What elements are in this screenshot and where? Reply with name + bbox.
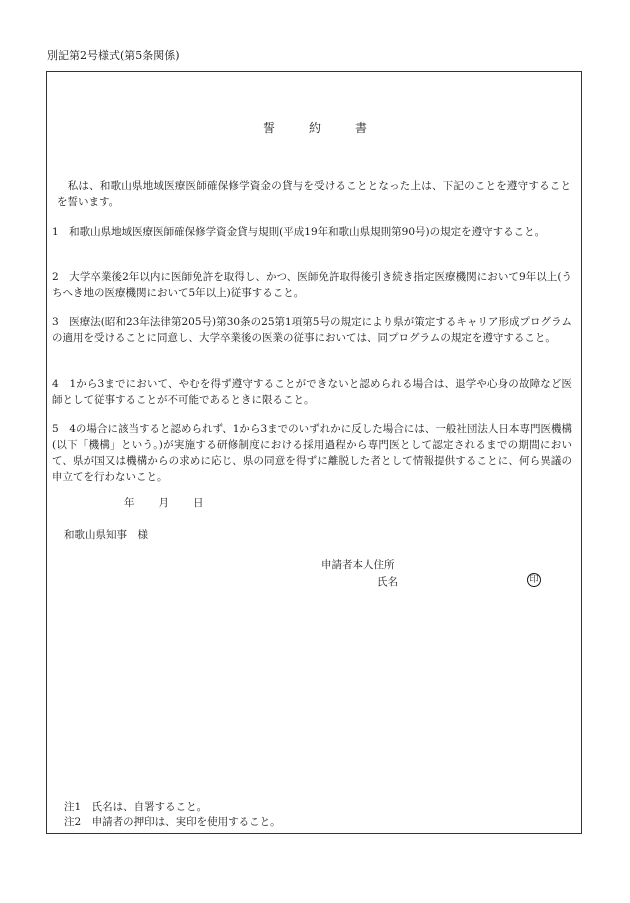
form-label: 別記第2号様式(第5条関係) [47, 49, 180, 62]
note-1: 注1 氏名は、自署すること。 [64, 801, 208, 813]
applicant-name-label: 氏名 [377, 576, 398, 588]
pledge-item-1: 1 和歌山県地域医療医師確保修学資金貸与規則(平成19年和歌山県規則第90号)の規定を遵守すること。 [52, 226, 546, 238]
note-2: 注2 申請者の押印は、実印を使用すること。 [64, 816, 281, 828]
addressee: 和歌山県知事 様 [64, 529, 148, 541]
applicant-address-label: 申請者本人住所 [321, 559, 395, 571]
intro-paragraph: 私は、和歌山県地域医療医師確保修学資金の貸与を受けることとなった上は、下記のことを遵守することを誓います。 [57, 180, 571, 208]
date-line [124, 496, 204, 510]
title-char: 誓 [262, 121, 275, 135]
title-char: 約 [308, 121, 321, 135]
date-day: 日 [193, 497, 204, 509]
title-char: 書 [354, 121, 367, 135]
pledge-item-5: 5 4の場合に該当すると認められず、1から3までのいずれかに反した場合には、一般社団法人日本専門医機構(以下「機構」という。)が実施する研修制度における採用過程から専門医として認定されるまでの期間において、県が国又は機構からの求めに応じ、県の同意を得ずに離脱した者として情報提供することに、何ら異議の申立てを行わないこと。 [52, 423, 572, 483]
pledge-item-3: 3 医療法(昭和23年法律第205号)第30条の25第1項第5号の規定により県が策定するキャリア形成プログラムの適用を受けることに同意し、大学卒業後の医業の従事においては、同プログラムの規定を遵守すること。 [52, 316, 572, 344]
date-year: 年 [124, 497, 135, 509]
pledge-item-2: 2 大学卒業後2年以内に医師免許を取得し、かつ、医師免許取得後引き続き指定医療機関において9年以上(うちへき地の医療機関において5年以上)従事すること。 [52, 271, 572, 299]
document-title [0, 120, 630, 136]
seal-mark: 印 [527, 573, 541, 587]
date-month: 月 [158, 497, 169, 509]
pledge-item-4: 4 1から3までにおいて、やむを得ず遵守することができないと認められる場合は、退学や心身の故障など医師として従事することが不可能であるときに限ること。 [52, 378, 572, 406]
